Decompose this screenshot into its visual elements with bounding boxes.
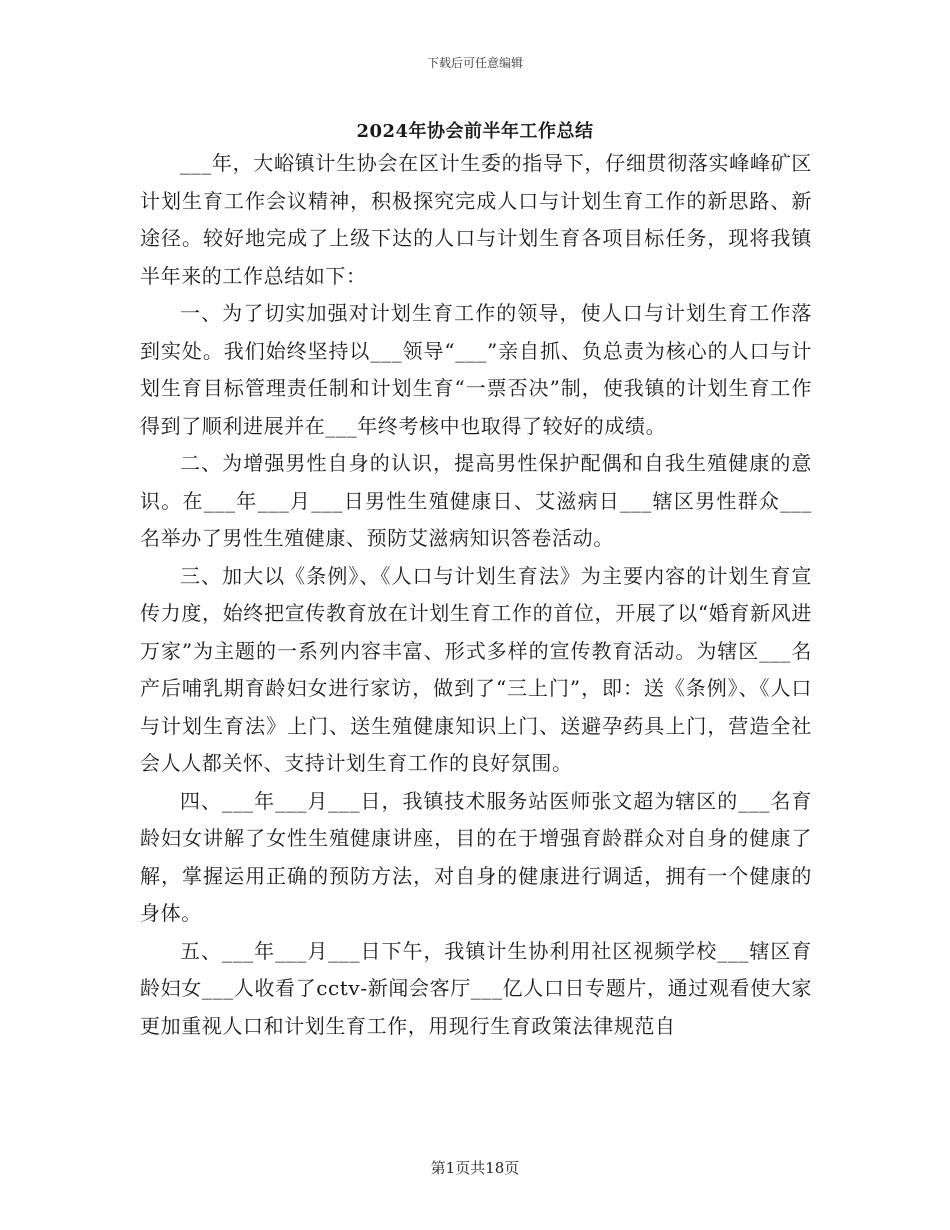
- paragraph-section-3: 三、加大以《条例》、《人口与计划生育法》为主要内容的计划生育宣传力度，始终把宣传教育放在计划生育工作的首位，开展了以“婚育新风进万家”为主题的一系列内容丰富、形式多样的宣传教育活动。为辖区___名产后哺乳期育龄妇女进行家访，做到了“三上门”，即：送《条例》、《人口与计划生育法》上门、送生殖健康知识上门、送避孕药具上门，营造全社会人人都关怀、支持计划生育工作的良好氛围。: [140, 563, 812, 775]
- document-title: 2024年协会前半年工作总结: [356, 121, 594, 142]
- document-body: [140, 145, 812, 1045]
- paragraph-section-1: 一、为了切实加强对计划生育工作的领导，使人口与计划生育工作落到实处。我们始终坚持以___领导“___”亲自抓、负总责为核心的人口与计划生育目标管理责任制和计划生育“一票否决”制，使我镇的计划生育工作得到了顺利进展并在___年终考核中也取得了较好的成绩。: [140, 301, 812, 438]
- page-number-footer: 第1页共18页: [430, 1159, 520, 1177]
- paragraph-section-2: 二、为增强男性自身的认识，提高男性保护配偶和自我生殖健康的意识。在___年___月___日男性生殖健康日、艾滋病日___辖区男性群众___名举办了男性生殖健康、预防艾滋病知识答卷活动。: [140, 451, 812, 550]
- paragraph-section-4: 四、___年___月___日，我镇技术服务站医师张文超为辖区的___名育龄妇女讲解了女性生殖健康讲座，目的在于增强育龄群众对自身的健康了解，掌握运用正确的预防方法，对自身的健康进行调适，拥有一个健康的身体。: [140, 788, 812, 925]
- paragraph-intro: ___年，大峪镇计生协会在区计生委的指导下，仔细贯彻落实峰峰矿区计划生育工作会议精神，积极探究完成人口与计划生育工作的新思路、新途径。较好地完成了上级下达的人口与计划生育各项目标任务，现将我镇半年来的工作总结如下：: [140, 151, 812, 288]
- header-note: 下载后可任意编辑: [426, 56, 523, 70]
- paragraph-section-5: 五、___年___月___日下午，我镇计生协利用社区视频学校___辖区育龄妇女___人收看了cctv-新闻会客厅___亿人口日专题片，通过观看使大家更加重视人口和计划生育工作，用现行生育政策法律规范自: [140, 938, 812, 1038]
